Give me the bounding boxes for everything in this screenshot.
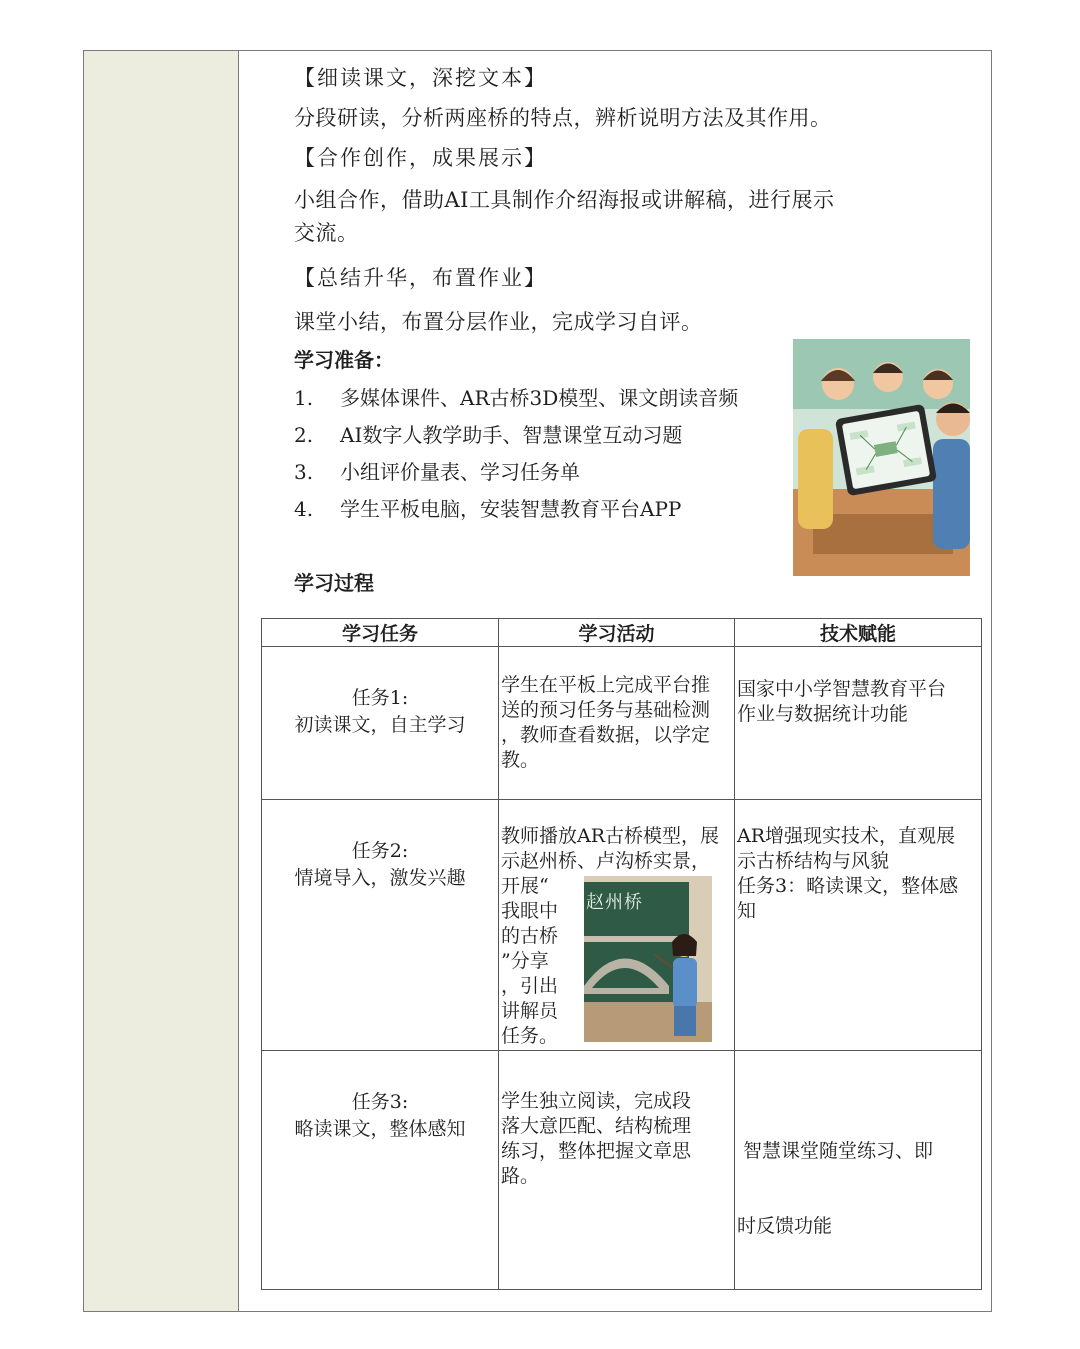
- task-cell: [262, 800, 499, 1051]
- preparation-title: 学习准备：: [294, 348, 394, 372]
- task-cell: [262, 647, 499, 800]
- activity-line: 送的预习任务与基础检测: [501, 699, 711, 721]
- section-text-summary: 课堂小结，布置分层作业，完成学习自评。: [294, 310, 703, 334]
- table-row: [262, 647, 982, 800]
- activity-line: 学生独立阅读，完成段: [501, 1090, 692, 1112]
- activity-line: 开展“: [501, 875, 549, 897]
- task-name: 略读课文，整体感知: [294, 1118, 466, 1140]
- tech-line: 时反馈功能: [737, 1215, 833, 1237]
- activity-line: ，教师查看数据，以学定: [501, 724, 711, 746]
- learning-process-table: [261, 618, 982, 1290]
- activity-line: ”分享: [501, 950, 549, 972]
- teacher-bridge-illustration: [584, 876, 712, 1042]
- section-text-cooperation-line1: 小组合作，借助AI工具制作介绍海报或讲解稿，进行展示: [294, 188, 835, 212]
- activity-line: ，引出: [501, 975, 559, 997]
- activity-line: 的古桥: [501, 925, 559, 947]
- tech-line: AR增强现实技术，直观展: [737, 825, 956, 847]
- task-number: 任务1:: [351, 687, 409, 709]
- section-text-cooperation-line2: 交流。: [294, 221, 359, 245]
- process-title: 学习过程: [294, 571, 374, 595]
- task-name: 初读课文，自主学习: [294, 714, 466, 736]
- section-text-close-reading: 分段研读，分析两座桥的特点，辨析说明方法及其作用。: [294, 106, 832, 130]
- tech-line: 知: [737, 900, 757, 922]
- blackboard-text: 赵州桥: [586, 892, 643, 913]
- preparation-item-number: 1.: [294, 386, 314, 410]
- table-row: [262, 1051, 982, 1290]
- task-number: 任务2:: [351, 840, 409, 862]
- activity-line: 教。: [501, 749, 540, 771]
- tech-line: 智慧课堂随堂练习、即: [737, 1140, 934, 1162]
- activity-cell: [499, 1051, 735, 1290]
- tech-cell: [735, 1051, 982, 1290]
- header-task: 学习任务: [262, 619, 499, 647]
- table-header-row: [262, 619, 982, 647]
- preparation-item-number: 4.: [294, 497, 314, 521]
- header-activity: 学习活动: [499, 619, 735, 647]
- activity-line: 学生在平板上完成平台推: [501, 674, 711, 696]
- students-tablet-illustration: [793, 339, 970, 576]
- table-row: [262, 800, 982, 1051]
- tech-cell: [735, 647, 982, 800]
- tech-cell: [735, 800, 982, 1051]
- activity-cell: [499, 647, 735, 800]
- preparation-item-number: 3.: [294, 460, 314, 484]
- preparation-item: [294, 493, 681, 522]
- header-tech: 技术赋能: [735, 619, 982, 647]
- preparation-item-text: 小组评价量表、学习任务单: [340, 460, 580, 484]
- preparation-item-text: 多媒体课件、AR古桥3D模型、课文朗读音频: [340, 386, 739, 410]
- preparation-item-text: AI数字人教学助手、智慧课堂互动习题: [340, 423, 683, 447]
- tech-line: 作业与数据统计功能: [737, 703, 909, 725]
- activity-line: 落大意匹配、结构梳理: [501, 1115, 692, 1137]
- activity-line: 任务。: [501, 1025, 559, 1047]
- tech-line: 任务3：略读课文，整体感: [737, 875, 959, 897]
- activity-line: 教师播放AR古桥模型，展: [501, 825, 720, 847]
- section-heading-cooperation: 【合作创作，成果展示】: [294, 146, 547, 170]
- preparation-item-number: 2.: [294, 423, 314, 447]
- left-column: [84, 51, 239, 1311]
- tech-line: 示古桥结构与风貌: [737, 850, 890, 872]
- task-cell: [262, 1051, 499, 1290]
- task-name: 情境导入，激发兴趣: [294, 867, 466, 889]
- tech-line: 国家中小学智慧教育平台: [737, 678, 947, 700]
- activity-cell: [499, 800, 735, 1051]
- task-number: 任务3:: [351, 1091, 409, 1113]
- preparation-item-text: 学生平板电脑，安装智慧教育平台APP: [340, 497, 682, 521]
- preparation-item: [294, 382, 738, 411]
- activity-line: 路。: [501, 1165, 540, 1187]
- preparation-item: [294, 456, 580, 485]
- activity-line: 讲解员: [501, 1000, 559, 1022]
- section-heading-close-reading: 【细读课文，深挖文本】: [294, 66, 547, 90]
- section-heading-summary: 【总结升华，布置作业】: [294, 266, 547, 290]
- activity-line: 示赵州桥、卢沟桥实景，: [501, 850, 711, 872]
- activity-line: 我眼中: [501, 900, 559, 922]
- preparation-item: [294, 419, 682, 448]
- activity-line: 练习，整体把握文章思: [501, 1140, 692, 1162]
